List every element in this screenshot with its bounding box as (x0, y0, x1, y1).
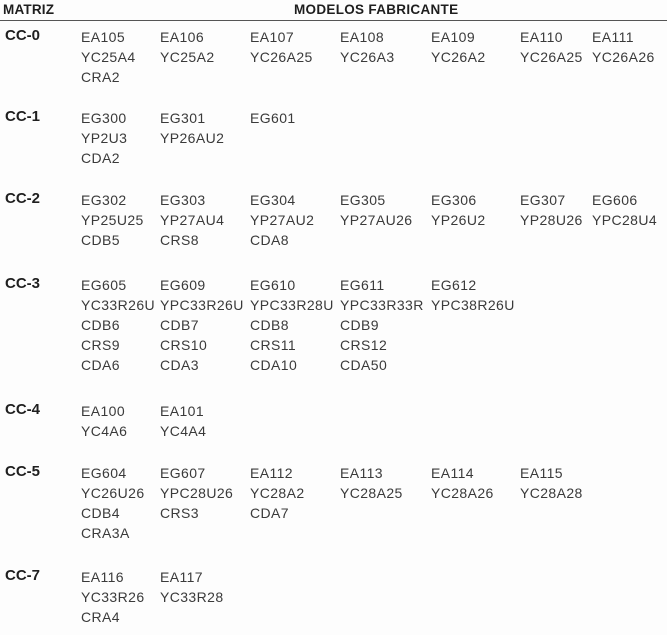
model-code: EG605 (81, 277, 127, 293)
model-code: YP27AU26 (340, 212, 413, 228)
model-code: YC33R26U (81, 297, 156, 313)
model-code: CDA10 (250, 357, 298, 373)
model-column (81, 108, 127, 168)
model-code: YC28A28 (520, 485, 583, 501)
model-code: EG604 (81, 465, 127, 481)
model-code: EA112 (250, 465, 293, 481)
model-code: YP27AU4 (160, 212, 225, 228)
model-code: EG305 (340, 192, 386, 208)
model-code: YPC28U4 (592, 212, 658, 228)
model-code: YPC33R28U (250, 297, 334, 313)
matrix-code: CC-5 (5, 463, 41, 480)
model-code: EG301 (160, 110, 206, 126)
model-code: YC28A25 (340, 485, 403, 501)
model-code: YP26U2 (431, 212, 486, 228)
model-code: EA107 (250, 29, 295, 45)
model-column (250, 27, 313, 67)
model-column (520, 190, 583, 230)
model-column (592, 190, 657, 230)
model-code: CRA3A (81, 525, 130, 541)
matrix-code: CC-2 (5, 190, 41, 207)
model-code: EA109 (431, 29, 476, 45)
model-code: EG609 (160, 277, 206, 293)
model-column (340, 275, 424, 375)
matrix-code: CC-4 (5, 401, 41, 418)
model-code: CRA2 (81, 69, 120, 85)
model-code: EA111 (592, 29, 634, 45)
matrix-code: CC-0 (5, 27, 41, 44)
model-code: EA108 (340, 29, 385, 45)
model-code: EG611 (340, 277, 385, 293)
model-column (431, 190, 486, 230)
model-column (250, 275, 334, 375)
model-column (340, 463, 403, 503)
model-code: EA113 (340, 465, 383, 481)
model-code: EA117 (160, 569, 203, 585)
model-code: YC26A2 (431, 49, 486, 65)
model-column (160, 401, 206, 441)
model-code: YP27AU2 (250, 212, 315, 228)
model-code: CDA8 (250, 232, 289, 248)
matrix-code: CC-7 (5, 567, 41, 584)
model-code: CDB6 (81, 317, 120, 333)
model-code: YC28A26 (431, 485, 494, 501)
model-column (340, 27, 395, 67)
model-code: EG302 (81, 192, 127, 208)
model-column (81, 401, 127, 441)
model-code: EG306 (431, 192, 477, 208)
model-code: EG612 (431, 277, 477, 293)
model-code: CRS12 (340, 337, 388, 353)
model-code: EG304 (250, 192, 296, 208)
matrix-code: CC-3 (5, 275, 41, 292)
model-code: CDB7 (160, 317, 199, 333)
model-column (250, 190, 314, 250)
matrix-code: CC-1 (5, 108, 41, 125)
model-code: YC26A26 (592, 49, 655, 65)
model-code: YPC28U26 (160, 485, 234, 501)
model-code: YC33R26 (81, 589, 145, 605)
model-code: CRS10 (160, 337, 208, 353)
model-code: CDA6 (81, 357, 120, 373)
model-column (81, 463, 145, 543)
model-code: EA101 (160, 403, 205, 419)
model-code: YPC33R26U (160, 297, 244, 313)
model-code: YPC38R26U (431, 297, 515, 313)
model-column (160, 190, 224, 250)
header-modelos-fabricante: MODELOS FABRICANTE (294, 2, 459, 17)
model-code: EG300 (81, 110, 127, 126)
model-code: EA115 (520, 465, 563, 481)
model-code: YC26U26 (81, 485, 145, 501)
model-column (431, 275, 515, 315)
model-code: YC26A3 (340, 49, 395, 65)
model-code: EG601 (250, 110, 296, 126)
model-code: CDB5 (81, 232, 120, 248)
model-code: YC4A6 (81, 423, 128, 439)
model-code: CRS8 (160, 232, 199, 248)
model-column (81, 27, 136, 87)
model-column (340, 190, 412, 230)
model-code: CDB4 (81, 505, 120, 521)
model-column (160, 275, 244, 375)
model-code: YC33R28 (160, 589, 224, 605)
model-column (160, 567, 224, 607)
model-code: CDB9 (340, 317, 379, 333)
model-code: CRS9 (81, 337, 120, 353)
model-code: EG610 (250, 277, 296, 293)
model-code: CDA7 (250, 505, 289, 521)
model-code: YC4A4 (160, 423, 207, 439)
model-code: EG607 (160, 465, 206, 481)
model-column (160, 463, 233, 523)
model-column (160, 108, 224, 148)
model-column (250, 463, 305, 523)
model-code: EG606 (592, 192, 638, 208)
model-code: CRA4 (81, 609, 120, 625)
model-code: CRS11 (250, 337, 297, 353)
model-column (592, 27, 655, 67)
model-column (81, 275, 155, 375)
model-code: CDA50 (340, 357, 388, 373)
model-column (81, 190, 144, 250)
model-code: YC25A2 (160, 49, 215, 65)
model-code: YP2U3 (81, 130, 128, 146)
model-code: YPC33R33R (340, 297, 424, 313)
model-column (520, 463, 583, 503)
model-code: YC25A4 (81, 49, 136, 65)
model-code: YC26A25 (250, 49, 313, 65)
model-column (431, 27, 486, 67)
model-code: EA110 (520, 29, 563, 45)
model-code: EG303 (160, 192, 206, 208)
model-code: EA105 (81, 29, 126, 45)
model-column (250, 108, 296, 128)
model-code: CRS3 (160, 505, 199, 521)
model-code: EA100 (81, 403, 126, 419)
model-column (81, 567, 145, 627)
model-code: YP26AU2 (160, 130, 225, 146)
table-header (0, 0, 667, 21)
header-matriz: MATRIZ (3, 2, 55, 17)
model-code: YC28A2 (250, 485, 305, 501)
model-code: CDB8 (250, 317, 289, 333)
model-column (520, 27, 583, 67)
model-code: EA106 (160, 29, 205, 45)
model-code: EA114 (431, 465, 474, 481)
model-code: EA116 (81, 569, 124, 585)
model-code: YP25U25 (81, 212, 144, 228)
model-code: YC26A25 (520, 49, 583, 65)
model-code: EG307 (520, 192, 566, 208)
model-column (160, 27, 215, 67)
model-column (431, 463, 494, 503)
model-code: CDA2 (81, 150, 120, 166)
model-code: CDA3 (160, 357, 199, 373)
model-code: YP28U26 (520, 212, 583, 228)
